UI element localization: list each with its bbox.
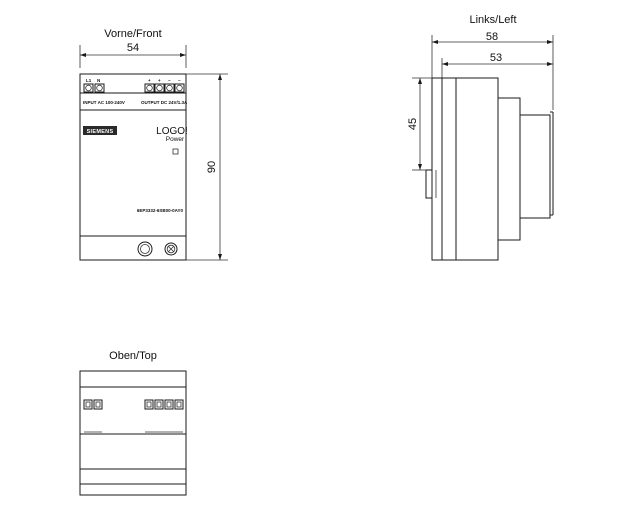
front-view-title: Vorne/Front: [104, 28, 162, 40]
front-height-dimension: [186, 74, 228, 260]
left-depth2-label: 53: [489, 52, 503, 64]
left-depth-label: 58: [485, 31, 499, 43]
top-view: [80, 350, 186, 495]
left-depth-dimension: [432, 31, 553, 110]
input-terminal-l1-label: L1: [86, 78, 92, 83]
order-number: 6EP3332-6SB00-0AY0: [136, 208, 183, 213]
output-terminal-minus2-label: −: [178, 78, 181, 83]
left-view-title: Links/Left: [469, 14, 517, 26]
output-terminal-plus2-label: +: [158, 78, 161, 83]
front-width-dimension: [80, 42, 186, 68]
input-terminal-n-label: N: [97, 78, 101, 83]
product-name: LOGO!: [156, 126, 188, 137]
front-width-label: 54: [126, 42, 140, 54]
output-terminal-plus1-label: +: [148, 78, 151, 83]
left-height-label: 45: [407, 117, 419, 131]
input-rating-label: INPUT AC 100-240V: [83, 100, 125, 105]
left-view: [407, 14, 553, 260]
output-terminal-minus1-label: −: [168, 78, 171, 83]
product-sub-name: Power: [165, 136, 185, 143]
output-rating-label: OUTPUT DC 24V/1.3A: [141, 100, 188, 105]
front-height-label: 90: [206, 160, 218, 174]
earth-connector: [165, 243, 177, 255]
brand-name: SIEMENS: [86, 129, 114, 135]
din-rail-notch: [426, 170, 432, 198]
top-housing: [80, 371, 186, 495]
left-height-dimension: [407, 78, 432, 170]
left-profile: [432, 78, 550, 260]
top-view-title: Oben/Top: [109, 350, 157, 362]
left-depth2-dimension: [442, 52, 553, 78]
front-view: [80, 28, 228, 260]
